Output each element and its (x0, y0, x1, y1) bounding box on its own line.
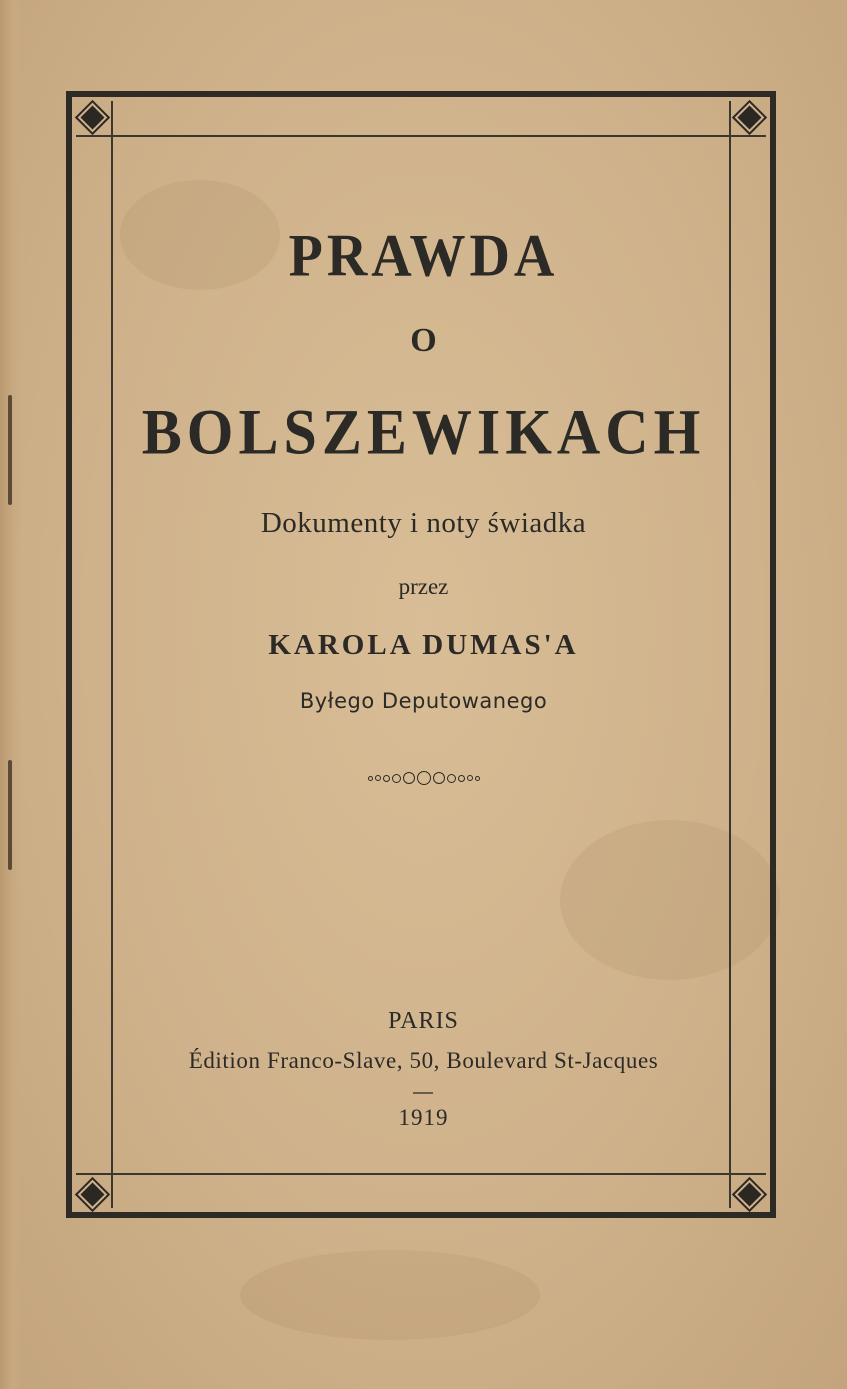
inner-rule-bottom (76, 1173, 766, 1175)
corner-ornament-top-right (730, 98, 768, 136)
by-line: przez (398, 574, 449, 599)
title-line-3: BOLSZEWIKACH (141, 396, 706, 468)
divider-dash (413, 1092, 433, 1094)
corner-ornament-bottom-right (730, 1175, 768, 1213)
publication-place: PARIS (388, 1008, 459, 1034)
author-title: Byłego Deputowanego (299, 689, 548, 713)
title-line-2: O (410, 322, 437, 359)
publisher: Édition Franco-Slave, 50, Boulevard St-Jacques (188, 1048, 659, 1073)
corner-ornament-top-left (73, 98, 111, 136)
subtitle: Dokumenty i noty świadka (260, 507, 587, 539)
inner-rule-top (76, 135, 766, 137)
corner-ornament-bottom-left (73, 1175, 111, 1213)
publication-year: 1919 (398, 1105, 449, 1130)
author-name: KAROLA DUMAS'A (268, 629, 579, 661)
title-line-1: PRAWDA (288, 222, 559, 290)
circle-ornament (0, 768, 847, 788)
paper-stain (240, 1250, 540, 1340)
